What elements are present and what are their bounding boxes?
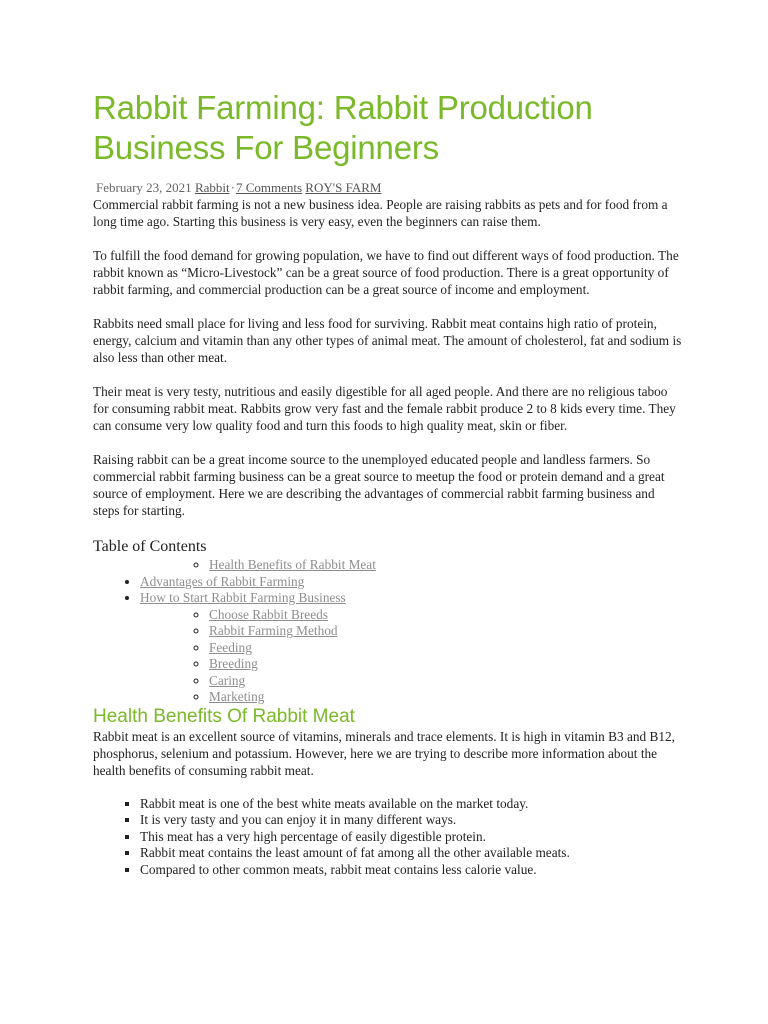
- author-link[interactable]: ROY'S FARM: [305, 180, 382, 195]
- toc-sublist: [93, 557, 683, 574]
- toc-link-breeding[interactable]: Breeding: [209, 656, 258, 671]
- list-item: ▪ Compared to other common meats, rabbit meat contains less calorie value.: [140, 862, 683, 879]
- section-heading-health: Health Benefits Of Rabbit Meat: [93, 705, 355, 727]
- article: [93, 88, 683, 878]
- list-item: ▪ It is very tasty and you can enjoy it in many different ways.: [140, 812, 683, 829]
- list-item: ▪ This meat has a very high percentage of easily digestible protein.: [140, 829, 683, 846]
- toc-title: Table of Contents: [93, 538, 207, 555]
- toc-item-health: [209, 557, 683, 574]
- toc-link-start[interactable]: How to Start Rabbit Farming Business: [140, 590, 346, 605]
- toc-item-method: [209, 623, 683, 640]
- paragraph-4: Their meat is very testy, nutritious and easily digestible for all aged people. And there are no religious taboo for consuming rabbit meat. Rabbits grow very fast and the female rabbit produce 2 to 8 kids every time. They can consume very low quality food and turn this foods to high quality meat, skin or fiber.: [93, 384, 676, 433]
- toc-item-advantages: [140, 574, 683, 591]
- paragraph-3: Rabbits need small place for living and less food for surviving. Rabbit meat contains high ratio of protein, energy, calcium and vitamin than any other types of animal meat. The amount of cholesterol, fat and sodium is also less than other meat.: [93, 316, 682, 365]
- toc-link-marketing[interactable]: Marketing: [209, 689, 265, 704]
- table-of-contents: [93, 537, 683, 706]
- toc-list: [93, 574, 683, 607]
- list-item: ▪ Rabbit meat is one of the best white meats available on the market today.: [140, 796, 683, 813]
- toc-item-breeding: [209, 656, 683, 673]
- toc-sublist: [93, 607, 683, 706]
- list-item: ▪ Rabbit meat contains the least amount of fat among all the other available meats.: [140, 845, 683, 862]
- category-link[interactable]: Rabbit: [194, 180, 230, 195]
- toc-item-caring: [209, 673, 683, 690]
- health-intro: Rabbit meat is an excellent source of vitamins, minerals and trace elements. It is high in vitamin B3 and B12, phosphorus, selenium and potassium. However, here we are trying to describe more information about the health benefits of consuming rabbit meat.: [93, 728, 675, 778]
- toc-link-advantages[interactable]: Advantages of Rabbit Farming: [140, 573, 305, 589]
- post-date: February 23, 2021: [96, 180, 192, 195]
- paragraph-5: Raising rabbit can be a great income source to the unemployed educated people and landless farmers. So commercial rabbit farming business can be a great source to meetup the food or protein demand and a great source of employment. Here we are describing the advantages of commercial rabbit farming business and steps for starting.: [93, 452, 665, 518]
- paragraph-2: To fulfill the food demand for growing population, we have to find out different ways of food production. The rabbit known as “Micro-Livestock” can be a great source of food production. There is a great opportunity of rabbit farming, and commercial production can be a great source of income and employment.: [93, 248, 679, 297]
- article-title: Rabbit Farming: Rabbit Production Business For Beginners: [93, 89, 593, 166]
- comments-link[interactable]: 7 Comments: [235, 180, 303, 195]
- paragraph-1: Commercial rabbit farming is not a new business idea. People are raising rabbits as pets and for food from a long time ago. Starting this business is very easy, even the beginners can raise them.: [93, 197, 668, 229]
- toc-item-breeds: [209, 607, 683, 624]
- toc-item-feeding: [209, 640, 683, 657]
- toc-item-start: [140, 590, 683, 607]
- toc-link-caring[interactable]: Caring: [209, 672, 246, 688]
- toc-item-marketing: [209, 689, 683, 706]
- article-meta: February 23, 2021 Rabbit·7 Comments ROY'S FARM: [96, 180, 382, 195]
- toc-link-feeding[interactable]: Feeding: [209, 639, 252, 655]
- benefits-list: [93, 796, 683, 879]
- toc-link-method[interactable]: Rabbit Farming Method: [209, 623, 338, 638]
- toc-link-breeds[interactable]: Choose Rabbit Breeds: [209, 606, 328, 622]
- toc-link-health[interactable]: Health Benefits of Rabbit Meat: [209, 557, 376, 572]
